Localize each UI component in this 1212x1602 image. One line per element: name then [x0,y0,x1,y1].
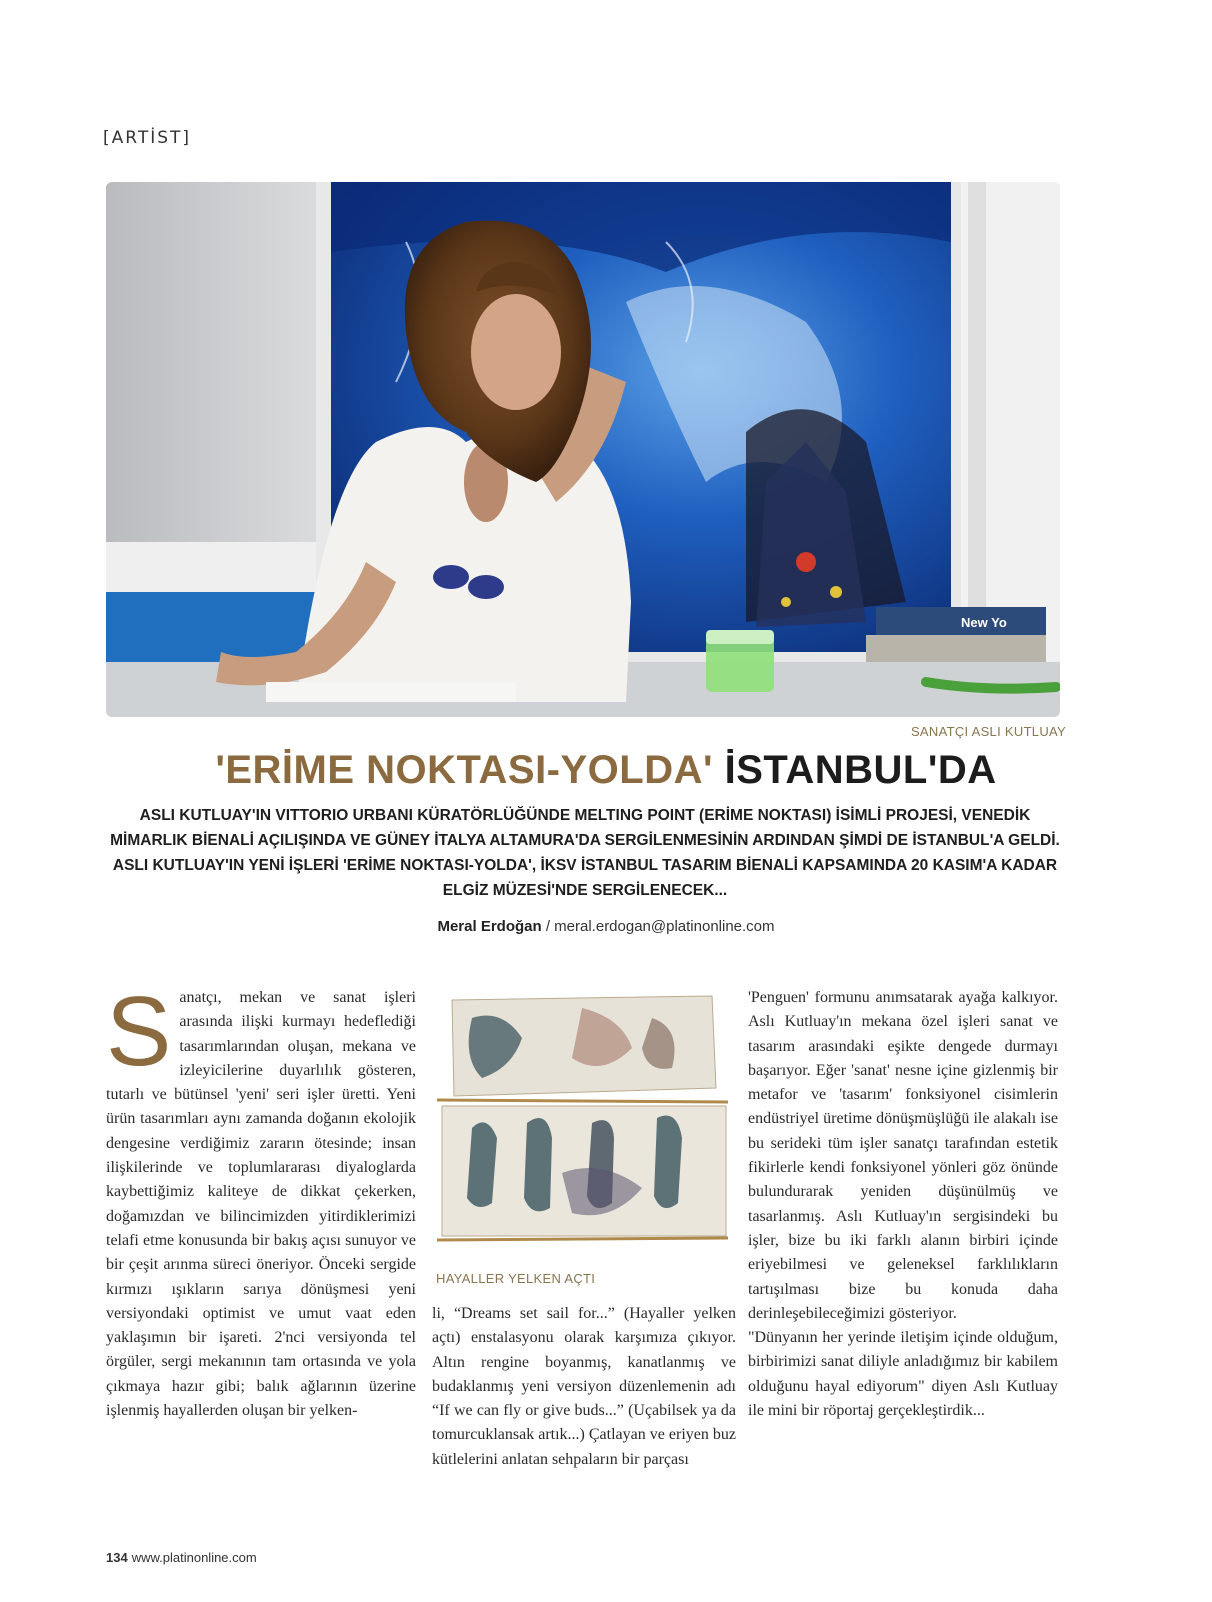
inset-caption: HAYALLER YELKEN AÇTI [436,1271,596,1286]
photo-caption: SANATÇI ASLI KUTLUAY [910,724,1066,739]
section-tag: [ARTİST] [103,128,192,148]
byline-email[interactable]: meral.erdogan@platinonline.com [554,918,775,935]
body-text-col2: li, “Dreams set sail for...” (Hayaller yelken açtı) enstalasyonu olarak karşımıza çıkıyor. Altın rengine boyanmış, kanatlanmış ve budaklanmış yeni versiyon düzenlemenin adı “If we can fly or give buds...” (Uçabilsek ya da tomurcuklansak artık...) Çatlayan ve eriyen buz kütlelerini anlatan sehpaların bir parçası [432,1305,736,1468]
byline-separator: / [541,918,555,935]
page-footer [106,1550,257,1565]
drop-cap: S [106,976,172,1086]
headline-part-a: 'ERİME NOKTASI-YOLDA' [215,748,714,792]
lede-paragraph: ASLI KUTLUAY'IN VITTORIO URBANI KÜRATÖRLÜĞÜNDE MELTING POINT (ERİME NOKTASI) İSİMLİ PROJESİ, VENEDİK MİMARLIK BİENALİ AÇILIŞINDA VE GÜNEY İTALYA ALTAMURA'DA SERGİLENMESİNİN ARDINDAN ŞİMDİ DE İSTANBUL'A GELDİ. ASLI KUTLUAY'IN YENİ İŞLERİ 'ERİME NOKTASI-YOLDA', İKSV İSTANBUL TASARIM BİENALİ KAPSAMINDA 20 KASIM'A KADAR ELGİZ MÜZESİ'NDE SERGİLENECEK... [110,807,1060,899]
body-text-col1: anatçı, mekan ve sanat işleri arasında ilişki kurmayı hedeflediği tasarımlarından oluşan, mekana ve izleyicilerine duyarlılık gösteren, tutarlı ve bütünsel 'yeni' seri işler üretti. Yeni ürün tasarımları aynı zamanda doğanın ekolojik dengesine verdiğimiz zararın ötesinde; insan ilişkilerinde ve toplumlararası diyaloglarda kaybettiğimiz kaliteye de dikkat çekerken, doğamızdan ve bilincimizden yitirdiklerimizi telafi etme konusunda bir bakış açısı sunuyor ve bir çeşit arınma süreci öneriyor. Önceki sergide kırmızı ışıkların sarıya dönüşmesi yeni versiyondaki optimist ve umut vaat eden yaklaşımın bir işareti. 2'nci versiyonda tel örgüler, sergi mekanının tam ortasında ve yola çıkmaya hazır gibi; balık ağlarının üzerine işlenmiş hayallerden oluşan bir yelken- [106,989,416,1420]
installation-photo [432,988,734,1250]
body-text-col3b: "Dünyanın her yerinde iletişim içinde olduğum, birbirimizi sanat diliyle anladığımız bir kabilem olduğunu hayal ediyorum" diyen Aslı Kutluay ile mini bir röportaj gerçekleştirdik... [748,1329,1058,1420]
artist-photo [106,182,1060,717]
headline [0,748,1212,793]
byline-author: Meral Erdoğan [437,918,542,935]
body-column-3 [748,986,1058,1423]
footer-site[interactable]: www.platinonline.com [131,1550,257,1565]
body-text-col3a: 'Penguen' formunu anımsatarak ayağa kalkıyor. Aslı Kutluay'ın mekana özel işleri sanat ve tasarım arasındaki eşikte dengede durmayı başarıyor. Eğer 'sanat' nesne içine gizlenmiş bir metafor ve 'tasarım' fonksiyonel cisimlerin endüstriyel üretime dönüşmüşlüğü ile alakalı ise bu serideki tüm işler sanatçı tarafından estetik fikirlerle kendi fonksiyonel yönleri göz önünde bulundurarak yeniden düşünülmüş ve tasarlanmış. Aslı Kutluay'ın sergisindeki bu işler, bize bu iki farklı alanın birbiri içinde eriyebilmesi ve geleneksel farklılıkların tartışılması bize bu konuda daha derinleşebileceğimizi gösteriyor. [748,989,1058,1322]
body-column-2 [432,1302,736,1472]
byline [0,918,1212,935]
book-spine-text: New Yo [961,615,1007,630]
headline-part-b: İSTANBUL'DA [713,748,997,792]
body-column-1 [106,976,416,1423]
page-number: 134 [106,1550,128,1565]
